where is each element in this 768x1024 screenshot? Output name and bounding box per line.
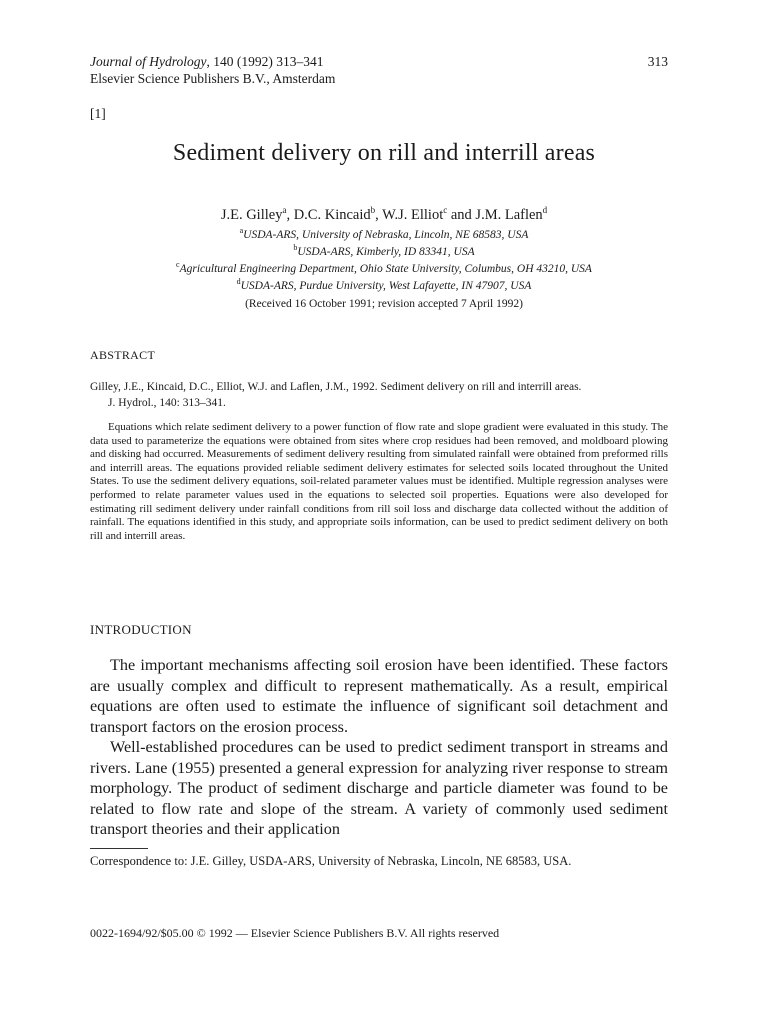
- affiliation: [0, 226, 768, 241]
- author-name: J.E. Gilley: [220, 206, 283, 223]
- affiliation-mark: b: [293, 243, 298, 252]
- affiliation-mark: c: [176, 260, 180, 269]
- citation-line: J. Hydrol., 140: 313–341.: [108, 397, 226, 409]
- affiliation-text: USDA-ARS, Kimberly, ID 83341, USA: [297, 245, 475, 258]
- publisher-line: Elsevier Science Publishers B.V., Amsterdam: [90, 71, 336, 86]
- received-dates: (Received 16 October 1991; revision accepted 7 April 1992): [245, 298, 523, 310]
- citation-line: Gilley, J.E., Kincaid, D.C., Elliot, W.J. and Laflen, J.M., 1992. Sediment delivery on rill and interrill areas.: [90, 381, 582, 393]
- introduction-heading: INTRODUCTION: [90, 622, 192, 637]
- affiliation: [0, 243, 768, 258]
- affiliation-text: Agricultural Engineering Department, Ohio State University, Columbus, OH 43210, USA: [179, 262, 592, 275]
- affiliation-mark: a: [239, 226, 244, 235]
- introduction-paragraph: The important mechanisms affecting soil erosion have been identified. These factors are usually complex and difficult to represent mathematically. As a result, empirical equations are often used to estimate the influence of significant soil detachment and transport factors on the erosion process.: [90, 656, 668, 736]
- author-separator: and: [447, 206, 476, 223]
- article-title: Sediment delivery on rill and interrill areas: [172, 140, 596, 166]
- footnote-divider: [90, 848, 148, 849]
- author-separator: ,: [375, 206, 383, 223]
- author-affiliation-mark: c: [443, 205, 448, 215]
- author-name: D.C. Kincaid: [293, 206, 371, 223]
- author-affiliation-mark: a: [282, 205, 287, 215]
- abstract-citation: [90, 379, 680, 411]
- affiliation: [0, 260, 768, 275]
- journal-details: , 140 (1992) 313–341: [206, 54, 324, 69]
- authors-line: [0, 205, 768, 224]
- copyright-line: 0022-1694/92/$05.00 © 1992 — Elsevier Science Publishers B.V. All rights reserved: [90, 926, 500, 940]
- journal-citation-header: [90, 54, 323, 70]
- abstract-heading: ABSTRACT: [90, 348, 156, 362]
- article-number: [1]: [90, 106, 106, 121]
- author-affiliation-mark: d: [542, 205, 548, 215]
- author-name: J.M. Laflen: [475, 206, 543, 223]
- introduction-paragraph: Well-established procedures can be used to predict sediment transport in streams and rivers. Lane (1955) presented a general expression for analyzing river response to stream morphology. The product of sediment discharge and particle diameter was found to be related to flow rate and slope of the stream. A variety of commonly used sediment transport theories and their application: [90, 738, 668, 838]
- affiliation-mark: d: [236, 277, 241, 286]
- page-number: 313: [647, 54, 668, 69]
- abstract-body: Equations which relate sediment delivery to a power function of flow rate and slope gradient were evaluated in this study. The data used to parameterize the equations were obtained from sites where crop residues had been removed, and moldboard plowing and disking had occurred. Measurements of sediment delivery resulting from simulated rainfall were obtained from preformed rills and interrill areas. The equations provided reliable sediment delivery estimates for selected soils located throughout the United States. To use the sediment delivery equations, soil-related parameter values must be identified. Multiple regression analyses were performed to relate parameter values used in the equations to selected soil properties. Equations were also developed for estimating rill sediment delivery under rainfall conditions from rill soil loss and discharge data collected without the addition of rainfall. The equations identified in this study, and appropriate soils information, can be used to predict sediment delivery on both rill and interrill areas.: [90, 421, 668, 542]
- author-name: W.J. Elliot: [382, 206, 444, 223]
- affiliation: [0, 277, 768, 292]
- author-separator: ,: [286, 206, 294, 223]
- author-affiliation-mark: b: [370, 205, 376, 215]
- correspondence-footnote: Correspondence to: J.E. Gilley, USDA-ARS, University of Nebraska, Lincoln, NE 68583, USA.: [90, 854, 572, 868]
- affiliation-text: USDA-ARS, University of Nebraska, Lincoln, NE 68583, USA: [243, 228, 529, 241]
- journal-name: Journal of Hydrology: [90, 54, 207, 69]
- affiliation-text: USDA-ARS, Purdue University, West Lafayette, IN 47907, USA: [240, 279, 532, 292]
